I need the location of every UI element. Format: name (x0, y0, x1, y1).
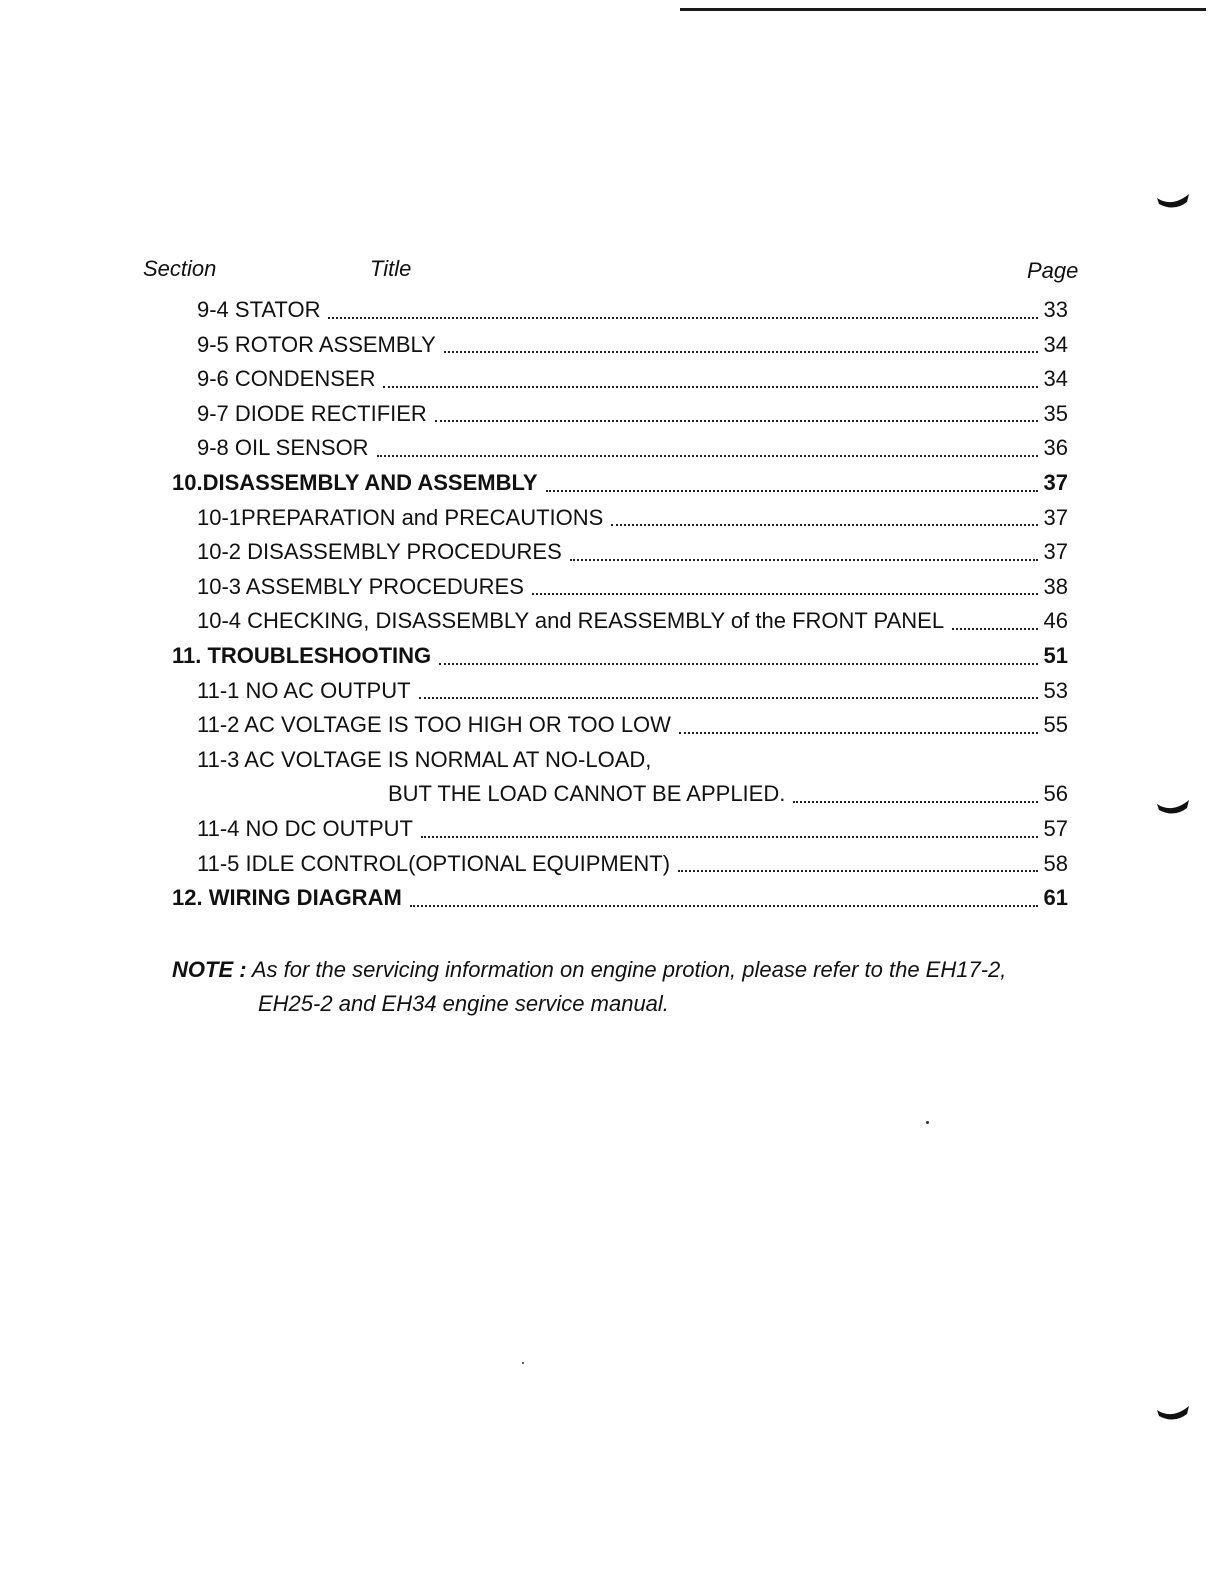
note-line-1: As for the servicing information on engine protion, please refer to the EH17-2, (251, 957, 1007, 982)
toc-entry-9-8[interactable] (0, 431, 1224, 466)
toc-entry-9-6[interactable] (0, 362, 1224, 397)
toc-entry-title: 10-1PREPARATION and PRECAUTIONS (197, 504, 604, 530)
header-page-label: Page (1027, 258, 1079, 283)
toc-entry-title: 10-2 DISASSEMBLY PROCEDURES (197, 539, 562, 565)
note-label: NOTE : (172, 957, 247, 982)
toc-entry-11-2[interactable] (0, 708, 1224, 743)
toc-entry-title: 11-4 NO DC OUTPUT (197, 815, 413, 841)
toc-entry-12[interactable] (0, 881, 1224, 916)
toc-entry-title: 11-5 IDLE CONTROL(OPTIONAL EQUIPMENT) (197, 850, 671, 876)
toc-entry-title: 11-3 AC VOLTAGE IS NORMAL AT NO-LOAD, (197, 746, 652, 772)
toc-entry-page: 57 (1043, 815, 1068, 841)
toc-entry-title: 12. WIRING DIAGRAM (172, 885, 402, 911)
toc-entry-title: 9-4 STATOR (197, 297, 321, 322)
toc-entry-page: 33 (1043, 297, 1068, 322)
toc-entry-page: 55 (1043, 712, 1068, 738)
toc-dot-leader (383, 362, 1038, 397)
toc-entry-11-4[interactable] (0, 812, 1224, 847)
toc-entry-9-7[interactable] (0, 397, 1224, 432)
header-title-label: Title (370, 256, 412, 281)
toc-entry-11-5[interactable] (0, 847, 1224, 882)
toc-entry-title: 9-7 DIODE RECTIFIER (197, 400, 427, 426)
toc-dot-leader (328, 293, 1038, 328)
note-line-2: EH25-2 and EH34 engine service manual. (258, 991, 669, 1016)
toc-dot-leader (611, 501, 1038, 536)
toc-dot-leader (793, 777, 1038, 812)
toc-dot-leader (377, 431, 1038, 466)
toc-dot-leader (952, 604, 1038, 639)
toc-entry-10-2[interactable] (0, 535, 1224, 570)
toc-entry-page: 36 (1043, 435, 1068, 461)
toc-entry-title: 11-2 AC VOLTAGE IS TOO HIGH OR TOO LOW (197, 712, 671, 738)
toc-entry-title: 9-8 OIL SENSOR (197, 435, 369, 461)
toc-entry-11[interactable] (0, 639, 1224, 674)
punch-mark-icon (1156, 192, 1190, 212)
toc-dot-leader (435, 397, 1038, 432)
toc-entry-page: 34 (1043, 331, 1068, 357)
toc-entry-11-3b[interactable] (0, 777, 1224, 812)
toc-entry-page: 61 (1043, 885, 1068, 911)
toc-entry-title: 11. TROUBLESHOOTING (172, 642, 432, 668)
toc-entry-title: 10.DISASSEMBLY AND ASSEMBLY (172, 469, 538, 495)
toc-entry-11-1[interactable] (0, 674, 1224, 709)
toc-entry-10-1[interactable] (0, 501, 1224, 536)
toc-header (0, 256, 1224, 288)
toc-entry-page: 37 (1043, 539, 1068, 565)
toc-entry-9-4[interactable] (0, 293, 1224, 328)
toc-entry-title: 10-4 CHECKING, DISASSEMBLY and REASSEMBLY of the FRONT PANEL (197, 608, 945, 634)
toc-dot-leader (532, 570, 1038, 605)
toc-entry-page: 56 (1043, 781, 1068, 807)
note (172, 953, 1092, 1021)
toc-entry-10[interactable] (0, 466, 1224, 501)
toc-entry-page: 37 (1043, 469, 1068, 495)
table-of-contents (0, 293, 1224, 916)
scan-speck (926, 1121, 929, 1124)
toc-entry-9-5[interactable] (0, 328, 1224, 363)
toc-entry-title: 11-1 NO AC OUTPUT (197, 677, 411, 703)
toc-dot-leader (444, 328, 1038, 363)
toc-dot-leader (410, 881, 1038, 916)
toc-entry-page: 51 (1043, 642, 1068, 668)
toc-entry-11-3a[interactable] (0, 743, 1224, 778)
toc-entry-10-4[interactable] (0, 604, 1224, 639)
toc-dot-leader (570, 535, 1038, 570)
toc-entry-page: 53 (1043, 677, 1068, 703)
toc-dot-leader (439, 639, 1038, 674)
toc-entry-page: 34 (1043, 366, 1068, 392)
toc-entry-page: 37 (1043, 504, 1068, 530)
toc-entry-page: 58 (1043, 850, 1068, 876)
toc-entry-title: 9-6 CONDENSER (197, 366, 376, 392)
header-section-label: Section (143, 256, 217, 281)
toc-dot-leader (678, 847, 1038, 882)
toc-entry-title: BUT THE LOAD CANNOT BE APPLIED. (388, 781, 786, 807)
punch-mark-icon (1156, 1404, 1190, 1424)
top-rule (680, 8, 1206, 11)
toc-dot-leader (419, 674, 1038, 709)
toc-dot-leader (679, 708, 1038, 743)
toc-dot-leader (546, 466, 1038, 501)
toc-entry-10-3[interactable] (0, 570, 1224, 605)
toc-entry-page: 38 (1043, 573, 1068, 599)
toc-entry-page: 35 (1043, 400, 1068, 426)
scan-speck (522, 1362, 524, 1364)
toc-entry-page: 46 (1043, 608, 1068, 634)
toc-dot-leader (421, 812, 1038, 847)
toc-entry-title: 9-5 ROTOR ASSEMBLY (197, 331, 436, 357)
toc-entry-title: 10-3 ASSEMBLY PROCEDURES (197, 573, 524, 599)
